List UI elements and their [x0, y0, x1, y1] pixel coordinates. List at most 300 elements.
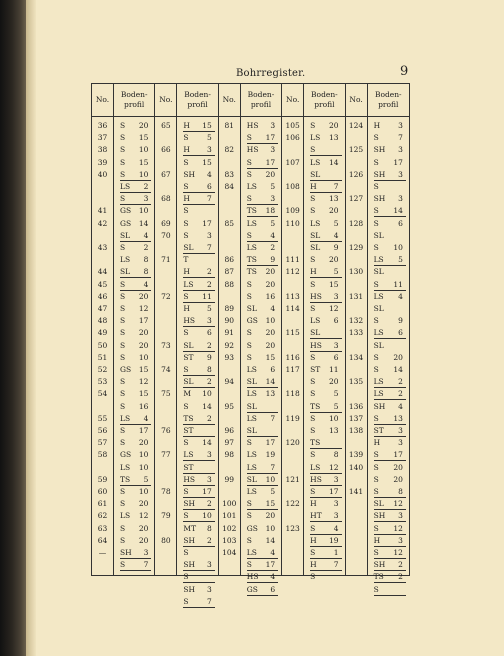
soil-profile-entry: S 17 [374, 450, 406, 461]
borehole-number: 79 [161, 511, 171, 521]
soil-profile-entry: S 17 [373, 157, 403, 167]
soil-profile-entry: TS 5 [310, 402, 341, 413]
soil-profile-entry: S 15 [120, 157, 149, 167]
soil-profile-entry: S 20 [120, 438, 149, 448]
borehole-number: 130 [348, 267, 364, 277]
soil-profile-entry: S 20 [120, 328, 149, 338]
soil-profile-entry: H 7 [310, 560, 341, 571]
soil-profile-entry: S [183, 572, 214, 583]
soil-profile-entry: TS [310, 438, 341, 449]
number-column [92, 84, 114, 575]
borehole-number: 57 [97, 438, 108, 448]
soil-profile-entry: S 20 [120, 121, 149, 130]
soil-profile-entry: S 10 [183, 511, 214, 522]
borehole-number: 126 [348, 169, 364, 179]
soil-profile-entry: LS 5 [246, 218, 276, 228]
soil-profile-entry: SL [310, 170, 341, 181]
borehole-number: 48 [97, 316, 108, 326]
soil-profile-entry: S 17 [183, 487, 214, 498]
soil-profile-entry: SL 7 [183, 243, 214, 254]
borehole-number: 94 [224, 377, 235, 387]
soil-profile-entry: SL 4 [120, 231, 151, 242]
borehole-number: 63 [97, 523, 108, 533]
soil-profile-entry: S 17 [120, 426, 149, 435]
borehole-number: 112 [285, 267, 300, 277]
soil-profile-entry: SH 2 [183, 499, 214, 510]
soil-profile-entry: T [183, 255, 189, 265]
profile-column-header: Boden- profil [241, 84, 281, 117]
soil-profile-entry: S 15 [310, 279, 339, 289]
soil-profile-entry: LS 6 [374, 328, 406, 339]
borehole-number: 116 [285, 352, 300, 362]
page-number: 9 [400, 64, 409, 79]
soil-profile-entry: S 17 [310, 487, 341, 498]
soil-profile-entry: LS 13 [246, 389, 276, 399]
profile-column-header: Boden- profil [177, 84, 217, 117]
soil-profile-entry: S 6 [183, 328, 212, 338]
borehole-number: 137 [348, 413, 364, 423]
soil-profile-entry: HS 4 [247, 572, 278, 583]
number-column-header: No. [92, 84, 113, 117]
soil-profile-entry: S [183, 548, 189, 557]
soil-profile-entry: S 17 [247, 133, 278, 144]
borehole-number: 36 [97, 121, 108, 130]
column-group [282, 84, 345, 582]
borehole-number: 81 [224, 121, 235, 130]
soil-profile-entry: SH 2 [183, 536, 214, 547]
borehole-number: 86 [224, 255, 235, 265]
soil-profile-entry: S 20 [373, 462, 403, 472]
borehole-number: 141 [348, 487, 364, 496]
soil-profile-entry: LS 5 [246, 487, 276, 496]
soil-profile-entry: S 15 [120, 133, 149, 143]
soil-profile-entry: GS 15 [120, 365, 149, 374]
borehole-number: 140 [348, 462, 364, 472]
borehole-number: 114 [285, 304, 300, 313]
soil-profile-entry: HS 3 [183, 316, 214, 327]
soil-profile-entry: HS 3 [310, 475, 341, 486]
soil-profile-entry: S 20 [310, 206, 339, 216]
soil-profile-entry: S 20 [310, 255, 339, 265]
soil-profile-entry: S 14 [183, 401, 212, 411]
soil-profile-entry: S 17 [183, 218, 212, 228]
soil-profile-entry: M 10 [183, 389, 212, 399]
soil-profile-entry: H 5 [310, 267, 341, 278]
borehole-number: 74 [161, 365, 171, 374]
soil-profile-entry: TS 2 [374, 572, 406, 583]
soil-profile-entry: SL 4 [246, 304, 276, 313]
soil-profile-entry: HS 3 [246, 145, 276, 155]
soil-profile-entry: S 20 [246, 511, 276, 521]
facing-page-edge [26, 0, 36, 656]
borehole-number: 93 [224, 352, 235, 362]
borehole-number: 129 [348, 243, 364, 252]
soil-profile-entry: SL [310, 328, 341, 339]
soil-profile-entry: SL 4 [310, 231, 341, 242]
borehole-number: 68 [161, 194, 171, 204]
soil-profile-entry: SL 2 [183, 341, 214, 352]
borehole-number: 72 [161, 291, 171, 301]
soil-profile-entry: S 20 [120, 340, 149, 350]
soil-profile-entry: S 3 [120, 194, 151, 205]
soil-profile-entry: S 17 [120, 316, 149, 326]
number-column [219, 84, 241, 575]
borehole-number: 127 [348, 194, 364, 204]
borehole-number: 87 [224, 267, 235, 277]
soil-profile-entry: LS 13 [310, 133, 339, 143]
soil-profile-entry: SL 10 [247, 475, 278, 486]
number-column [346, 84, 368, 575]
page-header-title: Bohrregister. [236, 68, 306, 79]
soil-profile-entry: S 10 [120, 487, 149, 496]
borehole-number: 55 [97, 413, 108, 423]
borehole-number: 65 [161, 121, 171, 130]
soil-profile-entry: HS 3 [246, 121, 276, 130]
soil-profile-entry: H 2 [183, 267, 214, 278]
borehole-number: 62 [97, 511, 108, 521]
soil-profile-entry: HS 3 [310, 292, 341, 303]
soil-profile-entry: ST 3 [374, 426, 406, 437]
borehole-number: 100 [222, 499, 237, 509]
borehole-number: 52 [97, 365, 108, 374]
borehole-number: 102 [222, 523, 237, 533]
soil-profile-entry: S 5 [183, 133, 212, 143]
soil-profile-entry: S 6 [310, 352, 339, 362]
borehole-number: 88 [224, 279, 235, 289]
column-group [92, 84, 155, 575]
soil-profile-entry: S 4 [247, 231, 278, 242]
soil-profile-entry: LS 12 [310, 463, 341, 474]
soil-profile-entry: S 10 [120, 352, 149, 362]
soil-profile-entry: S 20 [373, 474, 403, 484]
number-column [155, 84, 177, 575]
borehole-number: 113 [285, 291, 300, 301]
soil-profile-entry: H 3 [310, 499, 339, 509]
borehole-number: 109 [285, 206, 300, 216]
borehole-number: 105 [285, 121, 300, 130]
borehole-number: 44 [97, 267, 108, 277]
soil-profile-entry: GS 10 [246, 523, 276, 533]
soil-profile-entry: S 20 [310, 121, 339, 130]
soil-profile-entry: SH 3 [373, 145, 403, 155]
soil-profile-entry: S 12 [374, 548, 406, 559]
soil-profile-entry: SL 12 [374, 499, 406, 510]
soil-profile-entry: S 16 [120, 401, 149, 411]
number-column-header: No. [346, 84, 367, 117]
profile-column [304, 84, 344, 582]
soil-profile-entry: S 15 [183, 157, 212, 167]
soil-profile-entry: S 5 [310, 389, 339, 399]
soil-profile-entry: S 10 [120, 145, 149, 155]
soil-profile-entry: S 20 [246, 169, 276, 179]
soil-profile-entry: H 3 [373, 121, 403, 130]
soil-profile-entry: S 6 [373, 218, 403, 228]
soil-profile-entry: S 3 [183, 230, 212, 240]
borehole-number: 59 [97, 474, 108, 484]
page [36, 0, 504, 656]
soil-profile-entry: LS 4 [373, 291, 403, 301]
borehole-number: 43 [97, 243, 108, 252]
borehole-number: 85 [224, 218, 235, 228]
soil-profile-entry: H 5 [183, 304, 212, 313]
borehole-number: 133 [348, 328, 364, 338]
soil-profile-entry: S 8 [310, 450, 339, 460]
soil-profile-entry: LS 10 [120, 462, 149, 472]
borehole-number: 70 [161, 230, 171, 240]
soil-profile-entry: GS 10 [246, 316, 276, 326]
borehole-number: 49 [97, 328, 108, 338]
borehole-number: 92 [224, 340, 235, 350]
soil-profile-entry: LS 7 [247, 463, 278, 474]
borehole-number: 91 [224, 328, 235, 338]
borehole-number: 136 [348, 401, 364, 411]
soil-profile-entry: TS 9 [247, 255, 278, 266]
soil-profile-entry: LS 8 [120, 255, 149, 265]
soil-profile-entry: S 12 [120, 377, 149, 387]
soil-profile-entry: S 8 [183, 365, 214, 376]
borehole-number: 67 [161, 169, 171, 179]
soil-profile-entry: TS 5 [120, 475, 151, 486]
borehole-number: 77 [161, 450, 171, 460]
borehole-number: 106 [285, 133, 300, 143]
number-column-header: No. [282, 84, 303, 117]
borehole-number: 83 [224, 169, 235, 179]
soil-profile-entry: SL [373, 267, 384, 277]
soil-profile-entry: LS 5 [374, 255, 406, 266]
borehole-number: 103 [222, 535, 237, 545]
borehole-number: 98 [224, 450, 235, 460]
soil-profile-entry: H 3 [183, 145, 214, 156]
soil-profile-entry: S [374, 585, 406, 596]
soil-profile-entry: S 1 [310, 548, 341, 559]
soil-profile-entry: S 13 [310, 426, 339, 435]
borehole-number: 39 [97, 157, 108, 167]
soil-profile-entry: SL [247, 402, 278, 413]
soil-profile-entry: MT 8 [183, 523, 212, 533]
borehole-number: 131 [348, 291, 364, 301]
soil-profile-entry: ST [183, 426, 214, 437]
borehole-number: 46 [97, 291, 108, 301]
soil-profile-entry: S 20 [120, 523, 149, 533]
soil-profile-entry: H 7 [310, 182, 341, 193]
soil-profile-entry: H 3 [374, 536, 406, 547]
soil-profile-entry: S 3 [247, 194, 278, 205]
borehole-number: 71 [161, 255, 171, 265]
soil-profile-entry: LS 12 [120, 511, 149, 521]
borehole-number: — [98, 548, 107, 557]
soil-profile-entry: H 7 [183, 194, 214, 205]
borehole-number: 121 [285, 474, 300, 484]
soil-profile-entry: LS 5 [246, 182, 276, 191]
borehole-number: 80 [161, 535, 171, 545]
soil-profile-entry: LS 14 [310, 157, 339, 167]
borehole-register-table [91, 83, 410, 606]
soil-profile-entry: S 20 [120, 291, 149, 301]
borehole-number: 132 [348, 316, 364, 326]
profile-column-header: Boden- profil [368, 84, 409, 117]
soil-profile-entry: S 12 [120, 304, 149, 313]
soil-profile-entry: ST [183, 463, 214, 474]
soil-profile-entry: SL 8 [120, 267, 151, 278]
borehole-number: 97 [224, 438, 235, 448]
soil-profile-entry: LS 6 [310, 316, 339, 326]
soil-profile-entry: ST 11 [310, 365, 339, 374]
borehole-number: 124 [348, 121, 364, 130]
soil-profile-entry: S [373, 182, 379, 191]
borehole-number: 123 [285, 523, 300, 533]
borehole-number: 53 [97, 377, 108, 387]
soil-profile-entry: SL [373, 304, 384, 313]
borehole-number: 108 [285, 182, 300, 191]
soil-profile-entry: LS 4 [247, 548, 278, 559]
borehole-number: 38 [97, 145, 108, 155]
soil-profile-entry: SL [373, 230, 384, 240]
soil-profile-entry: SH 3 [183, 584, 212, 594]
soil-profile-entry: LS 2 [183, 280, 214, 291]
soil-profile-entry: TS 2 [183, 414, 214, 425]
borehole-number: 135 [348, 377, 364, 387]
profile-column [114, 84, 154, 575]
soil-profile-entry: HT 3 [310, 511, 341, 522]
borehole-number: 61 [97, 499, 108, 509]
borehole-number: 60 [97, 487, 108, 496]
borehole-number: 82 [224, 145, 235, 155]
borehole-number: 95 [224, 401, 235, 411]
profile-column [241, 84, 281, 594]
soil-profile-entry: S 7 [120, 560, 151, 571]
soil-profile-entry: S 17 [246, 438, 276, 448]
borehole-number: 40 [97, 169, 108, 179]
soil-profile-entry: S 14 [373, 365, 403, 374]
soil-profile-entry: S [310, 145, 341, 156]
column-group [155, 84, 218, 606]
soil-profile-entry: LS 2 [374, 389, 406, 400]
profile-column [368, 84, 409, 594]
borehole-number: 138 [348, 426, 364, 435]
soil-profile-entry: S 8 [374, 487, 406, 498]
borehole-number: 84 [224, 182, 235, 191]
soil-profile-entry: LS 7 [246, 413, 276, 423]
soil-profile-entry: S [183, 206, 189, 216]
soil-profile-entry: H 19 [310, 536, 341, 547]
borehole-number: 76 [161, 426, 171, 435]
soil-profile-entry: LS 2 [246, 243, 276, 252]
column-group [219, 84, 282, 594]
book-spine [0, 0, 26, 656]
borehole-number: 104 [222, 548, 237, 557]
soil-profile-entry: S 14 [183, 438, 212, 448]
soil-profile-entry: TS 18 [247, 206, 278, 217]
soil-profile-entry: HS 3 [183, 475, 214, 486]
soil-profile-entry: S 17 [247, 560, 278, 571]
soil-profile-entry: S 4 [310, 524, 341, 535]
borehole-number: 119 [285, 413, 300, 423]
borehole-number: 101 [222, 511, 237, 521]
borehole-number: 50 [97, 340, 108, 350]
borehole-number: 115 [285, 328, 300, 338]
soil-profile-entry: S 15 [247, 499, 278, 510]
number-column-header: No. [219, 84, 240, 117]
soil-profile-entry: LS 5 [310, 218, 339, 228]
soil-profile-entry: S 20 [120, 499, 149, 509]
soil-profile-entry: S 4 [120, 280, 151, 291]
soil-profile-entry: S 20 [246, 340, 276, 350]
soil-profile-entry: S 12 [310, 304, 339, 313]
soil-profile-entry: S 13 [374, 414, 406, 425]
soil-profile-entry: LS 2 [120, 182, 151, 193]
borehole-number: 107 [285, 157, 300, 167]
soil-profile-entry: SL 9 [310, 243, 339, 252]
soil-profile-entry: SH 4 [373, 401, 403, 411]
soil-profile-entry: S 13 [310, 194, 339, 204]
borehole-number: 78 [161, 487, 171, 496]
profile-column-header: Boden- profil [114, 84, 154, 117]
soil-profile-entry: LS 6 [246, 365, 276, 374]
soil-profile-entry: ST 9 [183, 352, 212, 362]
soil-profile-entry: S 12 [374, 524, 406, 535]
borehole-number: 125 [348, 145, 364, 155]
borehole-number: 51 [97, 352, 108, 362]
borehole-number: 58 [97, 450, 108, 460]
borehole-number: 89 [224, 304, 235, 313]
soil-profile-entry: S 10 [373, 243, 403, 252]
soil-profile-entry: S 20 [120, 535, 149, 545]
soil-profile-entry: S [310, 572, 316, 582]
soil-profile-entry: SL 14 [247, 377, 278, 388]
profile-column [177, 84, 217, 606]
profile-column-header: Boden- profil [304, 84, 344, 117]
borehole-number: 56 [97, 426, 108, 435]
borehole-number: 69 [161, 218, 171, 228]
borehole-number: 111 [285, 255, 300, 265]
soil-profile-entry: S 15 [246, 352, 276, 362]
column-group [346, 84, 409, 594]
soil-profile-entry: GS 10 [120, 206, 149, 216]
borehole-number: 73 [161, 340, 171, 350]
borehole-number: 47 [97, 304, 108, 313]
soil-profile-entry: S 7 [373, 133, 403, 143]
soil-profile-entry: LS 2 [374, 377, 406, 388]
soil-profile-entry: GS 14 [120, 218, 149, 228]
soil-profile-entry: S 11 [183, 292, 214, 303]
soil-profile-entry: SH 3 [374, 170, 406, 181]
borehole-number: 66 [161, 145, 171, 155]
borehole-number: 118 [285, 389, 300, 399]
soil-profile-entry: SH 2 [374, 560, 406, 571]
soil-profile-entry: GS 10 [120, 450, 149, 460]
soil-profile-entry: SL 2 [183, 377, 214, 388]
soil-profile-entry: S 9 [373, 316, 403, 326]
soil-profile-entry: SH 4 [183, 169, 212, 179]
borehole-number: 99 [224, 474, 235, 484]
soil-profile-entry: GS 6 [247, 585, 278, 596]
soil-profile-entry: S 20 [373, 352, 403, 362]
borehole-number: 122 [285, 499, 300, 509]
soil-profile-entry: S 10 [310, 413, 339, 423]
soil-profile-entry: H 15 [183, 121, 214, 132]
borehole-number: 96 [224, 426, 235, 435]
soil-profile-entry: S 17 [247, 158, 278, 169]
soil-profile-entry: SH 3 [374, 511, 406, 522]
soil-profile-entry: SH 3 [373, 194, 403, 204]
soil-profile-entry: S 20 [246, 279, 276, 289]
soil-profile-entry: S 14 [374, 206, 406, 217]
borehole-number: 75 [161, 389, 171, 399]
borehole-number: 64 [97, 535, 108, 545]
soil-profile-entry: TS 20 [246, 267, 276, 277]
soil-profile-entry: SH 3 [183, 560, 214, 571]
soil-profile-entry: H 3 [373, 438, 403, 448]
